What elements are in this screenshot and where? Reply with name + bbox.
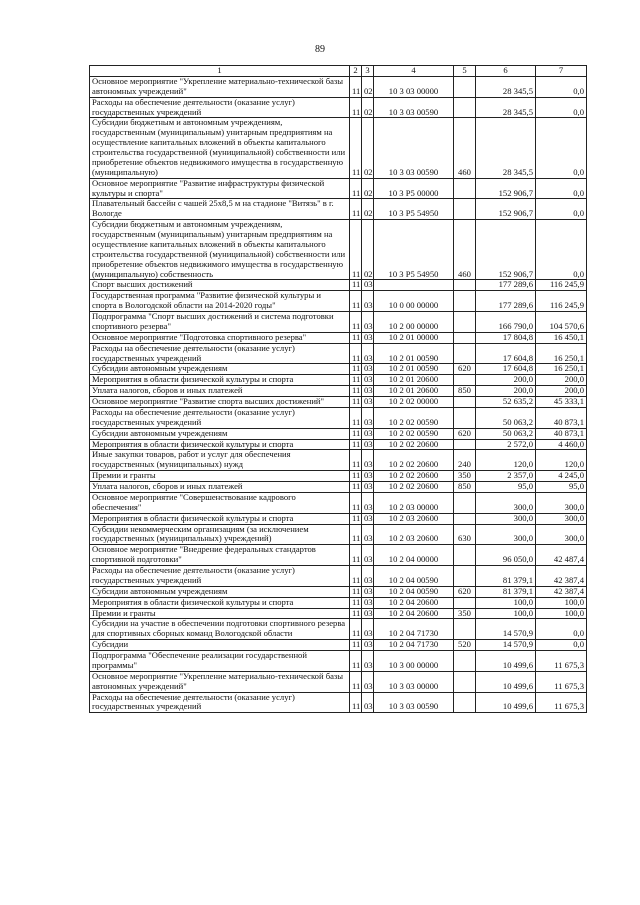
item-name-cell: Основное мероприятие "Укрепление материально-технической базы автономных учреждений" — [90, 76, 350, 97]
expense-type-cell — [454, 619, 476, 640]
amount-year2-cell: 4 245,0 — [536, 471, 587, 482]
section-code-cell: 11 — [350, 692, 362, 713]
target-article-cell: 10 2 03 20600 — [374, 513, 454, 524]
amount-year1-cell: 17 604,8 — [476, 343, 536, 364]
target-article-cell: 10 2 04 71730 — [374, 619, 454, 640]
section-code-cell: 11 — [350, 220, 362, 280]
subsection-code-cell: 03 — [362, 482, 374, 493]
expense-type-cell — [454, 332, 476, 343]
column-header: 6 — [476, 66, 536, 77]
expense-type-cell — [454, 671, 476, 692]
subsection-code-cell: 03 — [362, 375, 374, 386]
expense-type-cell: 460 — [454, 118, 476, 178]
section-code-cell: 11 — [350, 608, 362, 619]
item-name-cell: Иные закупки товаров, работ и услуг для обеспечения государственных (муниципальных) нужд — [90, 450, 350, 471]
amount-year1-cell: 96 050,0 — [476, 545, 536, 566]
target-article-cell: 10 3 03 00590 — [374, 692, 454, 713]
item-name-cell: Субсидии бюджетным и автономным учреждениям, государственным (муниципальным) унитарным предприятиям на осуществление капитальных вложений в объекты капитального строительства государственной (муниципальной) собственности или приобретение объектов недвижимого имущества в государственную (муниципальную) собственность — [90, 220, 350, 280]
target-article-cell: 10 3 P5 54950 — [374, 199, 454, 220]
table-row — [90, 364, 587, 375]
item-name-cell: Мероприятия в области физической культуры и спорта — [90, 375, 350, 386]
amount-year2-cell: 0,0 — [536, 97, 587, 118]
item-name-cell: Уплата налогов, сборов и иных платежей — [90, 482, 350, 493]
target-article-cell: 10 2 02 00000 — [374, 397, 454, 408]
section-code-cell: 11 — [350, 513, 362, 524]
column-header: 1 — [90, 66, 350, 77]
amount-year1-cell: 152 906,7 — [476, 199, 536, 220]
section-code-cell: 11 — [350, 586, 362, 597]
item-name-cell: Основное мероприятие "Развитие спорта высших достижений" — [90, 397, 350, 408]
section-code-cell: 11 — [350, 566, 362, 587]
expense-type-cell: 520 — [454, 640, 476, 651]
amount-year2-cell: 11 675,3 — [536, 671, 587, 692]
item-name-cell: Субсидии на участие в обеспечении подготовки спортивного резерва для спортивных сборных команд Вологодской области — [90, 619, 350, 640]
amount-year2-cell: 42 387,4 — [536, 586, 587, 597]
subsection-code-cell: 03 — [362, 586, 374, 597]
item-name-cell: Уплата налогов, сборов и иных платежей — [90, 386, 350, 397]
section-code-cell: 11 — [350, 482, 362, 493]
column-header: 5 — [454, 66, 476, 77]
expense-type-cell: 850 — [454, 482, 476, 493]
subsection-code-cell: 03 — [362, 513, 374, 524]
amount-year1-cell: 2 572,0 — [476, 439, 536, 450]
amount-year2-cell: 200,0 — [536, 386, 587, 397]
item-name-cell: Спорт высших достижений — [90, 280, 350, 291]
amount-year1-cell: 300,0 — [476, 524, 536, 545]
expense-type-cell — [454, 291, 476, 312]
subsection-code-cell: 02 — [362, 178, 374, 199]
expense-type-cell — [454, 199, 476, 220]
target-article-cell: 10 3 P5 00000 — [374, 178, 454, 199]
item-name-cell: Субсидии бюджетным и автономным учреждениям, государственным (муниципальным) унитарным предприятиям на осуществление капитальных вложений в объекты капитального строительства государственной (муниципальной) собственности или приобретение объектов недвижимого имущества в государственную (муниципальную) — [90, 118, 350, 178]
expense-type-cell: 620 — [454, 428, 476, 439]
target-article-cell: 10 2 04 20600 — [374, 608, 454, 619]
expense-type-cell — [454, 566, 476, 587]
item-name-cell: Субсидии автономным учреждениям — [90, 428, 350, 439]
subsection-code-cell: 03 — [362, 407, 374, 428]
section-code-cell: 11 — [350, 364, 362, 375]
target-article-cell: 10 2 01 00590 — [374, 343, 454, 364]
section-code-cell: 11 — [350, 291, 362, 312]
table-row — [90, 220, 587, 280]
amount-year1-cell: 166 790,0 — [476, 312, 536, 333]
table-row — [90, 97, 587, 118]
amount-year1-cell: 52 635,2 — [476, 397, 536, 408]
target-article-cell: 10 2 02 20600 — [374, 439, 454, 450]
target-article-cell: 10 3 03 00000 — [374, 671, 454, 692]
target-article-cell: 10 3 00 00000 — [374, 651, 454, 672]
amount-year2-cell: 0,0 — [536, 220, 587, 280]
subsection-code-cell: 03 — [362, 280, 374, 291]
column-header: 7 — [536, 66, 587, 77]
item-name-cell: Основное мероприятие "Внедрение федеральных стандартов спортивной подготовки" — [90, 545, 350, 566]
subsection-code-cell: 03 — [362, 692, 374, 713]
column-header: 4 — [374, 66, 454, 77]
section-code-cell: 11 — [350, 671, 362, 692]
section-code-cell: 11 — [350, 375, 362, 386]
table-row — [90, 524, 587, 545]
section-code-cell: 11 — [350, 597, 362, 608]
target-article-cell: 10 2 02 20600 — [374, 450, 454, 471]
amount-year2-cell: 40 873,1 — [536, 407, 587, 428]
item-name-cell: Плавательный бассейн с чашей 25х8,5 м на стадионе "Витязь" в г. Вологде — [90, 199, 350, 220]
amount-year1-cell: 50 063,2 — [476, 428, 536, 439]
expense-type-cell — [454, 280, 476, 291]
item-name-cell: Мероприятия в области физической культуры и спорта — [90, 597, 350, 608]
amount-year1-cell: 120,0 — [476, 450, 536, 471]
table-row — [90, 312, 587, 333]
amount-year1-cell: 14 570,9 — [476, 640, 536, 651]
item-name-cell: Расходы на обеспечение деятельности (оказание услуг) государственных учреждений — [90, 407, 350, 428]
table-row — [90, 586, 587, 597]
amount-year1-cell: 10 499,6 — [476, 671, 536, 692]
table-row — [90, 640, 587, 651]
subsection-code-cell: 03 — [362, 439, 374, 450]
section-code-cell: 11 — [350, 407, 362, 428]
expense-type-cell — [454, 492, 476, 513]
expense-type-cell — [454, 375, 476, 386]
section-code-cell: 11 — [350, 619, 362, 640]
amount-year2-cell: 0,0 — [536, 118, 587, 178]
section-code-cell: 11 — [350, 386, 362, 397]
subsection-code-cell: 03 — [362, 608, 374, 619]
table-row — [90, 118, 587, 178]
amount-year1-cell: 28 345,5 — [476, 118, 536, 178]
target-article-cell: 10 2 00 00000 — [374, 312, 454, 333]
expense-type-cell: 350 — [454, 471, 476, 482]
section-code-cell: 11 — [350, 118, 362, 178]
expense-type-cell — [454, 312, 476, 333]
table-row — [90, 439, 587, 450]
table-row — [90, 199, 587, 220]
amount-year2-cell: 120,0 — [536, 450, 587, 471]
subsection-code-cell: 02 — [362, 199, 374, 220]
subsection-code-cell: 03 — [362, 343, 374, 364]
section-code-cell: 11 — [350, 332, 362, 343]
target-article-cell: 10 2 01 20600 — [374, 375, 454, 386]
table-row — [90, 428, 587, 439]
amount-year2-cell: 104 570,6 — [536, 312, 587, 333]
table-row — [90, 291, 587, 312]
section-code-cell: 11 — [350, 450, 362, 471]
table-row — [90, 332, 587, 343]
section-code-cell: 11 — [350, 199, 362, 220]
target-article-cell: 10 2 01 00000 — [374, 332, 454, 343]
section-code-cell: 11 — [350, 428, 362, 439]
amount-year1-cell: 28 345,5 — [476, 97, 536, 118]
amount-year2-cell: 116 245,9 — [536, 291, 587, 312]
target-article-cell: 10 3 03 00000 — [374, 76, 454, 97]
subsection-code-cell: 03 — [362, 471, 374, 482]
expense-type-cell — [454, 407, 476, 428]
target-article-cell: 10 3 03 00590 — [374, 118, 454, 178]
table-row — [90, 471, 587, 482]
expense-type-cell — [454, 97, 476, 118]
amount-year2-cell: 16 250,1 — [536, 364, 587, 375]
target-article-cell — [374, 280, 454, 291]
table-row — [90, 566, 587, 587]
amount-year1-cell: 200,0 — [476, 375, 536, 386]
expense-type-cell — [454, 76, 476, 97]
table-row — [90, 608, 587, 619]
subsection-code-cell: 03 — [362, 291, 374, 312]
amount-year2-cell: 16 450,1 — [536, 332, 587, 343]
item-name-cell: Мероприятия в области физической культуры и спорта — [90, 439, 350, 450]
amount-year2-cell: 300,0 — [536, 524, 587, 545]
subsection-code-cell: 03 — [362, 597, 374, 608]
subsection-code-cell: 02 — [362, 220, 374, 280]
section-code-cell: 11 — [350, 651, 362, 672]
expense-type-cell — [454, 343, 476, 364]
expense-type-cell: 240 — [454, 450, 476, 471]
amount-year2-cell: 0,0 — [536, 619, 587, 640]
target-article-cell: 10 3 P5 54950 — [374, 220, 454, 280]
amount-year1-cell: 17 604,8 — [476, 364, 536, 375]
item-name-cell: Основное мероприятие "Укрепление материально-технической базы автономных учреждений" — [90, 671, 350, 692]
item-name-cell: Основное мероприятие "Совершенствование кадрового обеспечения" — [90, 492, 350, 513]
subsection-code-cell: 03 — [362, 332, 374, 343]
item-name-cell: Субсидии автономным учреждениям — [90, 586, 350, 597]
header-row — [90, 66, 587, 77]
item-name-cell: Премии и гранты — [90, 471, 350, 482]
section-code-cell: 11 — [350, 640, 362, 651]
subsection-code-cell: 03 — [362, 386, 374, 397]
item-name-cell: Подпрограмма "Обеспечение реализации государственной программы" — [90, 651, 350, 672]
subsection-code-cell: 02 — [362, 118, 374, 178]
target-article-cell: 10 2 02 20600 — [374, 482, 454, 493]
target-article-cell: 10 2 04 20600 — [374, 597, 454, 608]
subsection-code-cell: 03 — [362, 671, 374, 692]
subsection-code-cell: 03 — [362, 640, 374, 651]
table-row — [90, 651, 587, 672]
amount-year2-cell: 100,0 — [536, 608, 587, 619]
budget-table — [89, 65, 587, 713]
section-code-cell: 11 — [350, 280, 362, 291]
expense-type-cell — [454, 178, 476, 199]
item-name-cell: Расходы на обеспечение деятельности (оказание услуг) государственных учреждений — [90, 343, 350, 364]
table-row — [90, 692, 587, 713]
amount-year1-cell: 10 499,6 — [476, 692, 536, 713]
subsection-code-cell: 03 — [362, 619, 374, 640]
subsection-code-cell: 03 — [362, 364, 374, 375]
target-article-cell: 10 2 02 20600 — [374, 471, 454, 482]
table-row — [90, 343, 587, 364]
expense-type-cell: 460 — [454, 220, 476, 280]
amount-year1-cell: 152 906,7 — [476, 220, 536, 280]
expense-type-cell: 620 — [454, 364, 476, 375]
section-code-cell: 11 — [350, 97, 362, 118]
amount-year2-cell: 16 250,1 — [536, 343, 587, 364]
subsection-code-cell: 02 — [362, 97, 374, 118]
amount-year2-cell: 300,0 — [536, 513, 587, 524]
amount-year1-cell: 81 379,1 — [476, 566, 536, 587]
expense-type-cell — [454, 651, 476, 672]
amount-year2-cell: 4 460,0 — [536, 439, 587, 450]
subsection-code-cell: 03 — [362, 566, 374, 587]
amount-year2-cell: 100,0 — [536, 597, 587, 608]
amount-year2-cell: 0,0 — [536, 199, 587, 220]
section-code-cell: 11 — [350, 76, 362, 97]
expense-type-cell — [454, 597, 476, 608]
item-name-cell: Подпрограмма "Спорт высших достижений и система подготовки спортивного резерва" — [90, 312, 350, 333]
table-row — [90, 375, 587, 386]
column-header: 2 — [350, 66, 362, 77]
table-row — [90, 280, 587, 291]
table-body — [90, 66, 587, 713]
expense-type-cell — [454, 397, 476, 408]
target-article-cell: 10 2 04 71730 — [374, 640, 454, 651]
subsection-code-cell: 03 — [362, 397, 374, 408]
amount-year1-cell: 17 804,8 — [476, 332, 536, 343]
table-row — [90, 178, 587, 199]
amount-year2-cell: 11 675,3 — [536, 692, 587, 713]
table-row — [90, 482, 587, 493]
table-row — [90, 397, 587, 408]
section-code-cell: 11 — [350, 524, 362, 545]
amount-year2-cell: 200,0 — [536, 375, 587, 386]
amount-year2-cell: 42 487,4 — [536, 545, 587, 566]
amount-year2-cell: 116 245,9 — [536, 280, 587, 291]
item-name-cell: Государственная программа "Развитие физической культуры и спорта в Вологодской области на 2014-2020 годы" — [90, 291, 350, 312]
amount-year1-cell: 152 906,7 — [476, 178, 536, 199]
item-name-cell: Расходы на обеспечение деятельности (оказание услуг) государственных учреждений — [90, 692, 350, 713]
amount-year1-cell: 81 379,1 — [476, 586, 536, 597]
expense-type-cell: 350 — [454, 608, 476, 619]
expense-type-cell — [454, 692, 476, 713]
subsection-code-cell: 03 — [362, 651, 374, 672]
target-article-cell: 10 2 04 00590 — [374, 586, 454, 597]
target-article-cell: 10 2 03 00000 — [374, 492, 454, 513]
table-row — [90, 492, 587, 513]
target-article-cell: 10 2 02 00590 — [374, 407, 454, 428]
section-code-cell: 11 — [350, 178, 362, 199]
amount-year1-cell: 300,0 — [476, 513, 536, 524]
amount-year2-cell: 11 675,3 — [536, 651, 587, 672]
section-code-cell: 11 — [350, 545, 362, 566]
table-row — [90, 407, 587, 428]
amount-year1-cell: 2 357,0 — [476, 471, 536, 482]
item-name-cell: Расходы на обеспечение деятельности (оказание услуг) государственных учреждений — [90, 97, 350, 118]
item-name-cell: Субсидии автономным учреждениям — [90, 364, 350, 375]
target-article-cell: 10 2 01 00590 — [374, 364, 454, 375]
target-article-cell: 10 0 00 00000 — [374, 291, 454, 312]
section-code-cell: 11 — [350, 492, 362, 513]
section-code-cell: 11 — [350, 312, 362, 333]
amount-year1-cell: 95,0 — [476, 482, 536, 493]
subsection-code-cell: 03 — [362, 524, 374, 545]
amount-year2-cell: 300,0 — [536, 492, 587, 513]
amount-year1-cell: 300,0 — [476, 492, 536, 513]
table-row — [90, 386, 587, 397]
amount-year1-cell: 10 499,6 — [476, 651, 536, 672]
section-code-cell: 11 — [350, 397, 362, 408]
table-row — [90, 671, 587, 692]
expense-type-cell: 630 — [454, 524, 476, 545]
amount-year2-cell: 0,0 — [536, 178, 587, 199]
expense-type-cell — [454, 439, 476, 450]
item-name-cell: Основное мероприятие "Подготовка спортивного резерва" — [90, 332, 350, 343]
amount-year1-cell: 100,0 — [476, 608, 536, 619]
target-article-cell: 10 2 02 00590 — [374, 428, 454, 439]
item-name-cell: Основное мероприятие "Развитие инфраструктуры физической культуры и спорта" — [90, 178, 350, 199]
subsection-code-cell: 02 — [362, 76, 374, 97]
item-name-cell: Премии и гранты — [90, 608, 350, 619]
amount-year1-cell: 177 289,6 — [476, 280, 536, 291]
target-article-cell: 10 2 01 20600 — [374, 386, 454, 397]
column-header: 3 — [362, 66, 374, 77]
item-name-cell: Мероприятия в области физической культуры и спорта — [90, 513, 350, 524]
section-code-cell: 11 — [350, 439, 362, 450]
amount-year2-cell: 0,0 — [536, 76, 587, 97]
target-article-cell: 10 3 03 00590 — [374, 97, 454, 118]
target-article-cell: 10 2 04 00590 — [374, 566, 454, 587]
amount-year1-cell: 28 345,5 — [476, 76, 536, 97]
amount-year2-cell: 0,0 — [536, 640, 587, 651]
expense-type-cell: 620 — [454, 586, 476, 597]
amount-year2-cell: 40 873,1 — [536, 428, 587, 439]
expense-type-cell — [454, 545, 476, 566]
table-row — [90, 76, 587, 97]
table-row — [90, 513, 587, 524]
amount-year1-cell: 200,0 — [476, 386, 536, 397]
table-row — [90, 450, 587, 471]
subsection-code-cell: 03 — [362, 312, 374, 333]
subsection-code-cell: 03 — [362, 450, 374, 471]
amount-year2-cell: 95,0 — [536, 482, 587, 493]
amount-year1-cell: 14 570,9 — [476, 619, 536, 640]
item-name-cell: Субсидии — [90, 640, 350, 651]
amount-year2-cell: 45 333,1 — [536, 397, 587, 408]
item-name-cell: Расходы на обеспечение деятельности (оказание услуг) государственных учреждений — [90, 566, 350, 587]
page-number: 89 — [315, 44, 325, 55]
section-code-cell: 11 — [350, 343, 362, 364]
expense-type-cell: 850 — [454, 386, 476, 397]
amount-year2-cell: 42 387,4 — [536, 566, 587, 587]
item-name-cell: Субсидии некоммерческим организациям (за исключением государственных (муниципальных) учреждений) — [90, 524, 350, 545]
section-code-cell: 11 — [350, 471, 362, 482]
subsection-code-cell: 03 — [362, 545, 374, 566]
target-article-cell: 10 2 04 00000 — [374, 545, 454, 566]
table-row — [90, 545, 587, 566]
amount-year1-cell: 100,0 — [476, 597, 536, 608]
subsection-code-cell: 03 — [362, 428, 374, 439]
amount-year1-cell: 50 063,2 — [476, 407, 536, 428]
subsection-code-cell: 03 — [362, 492, 374, 513]
target-article-cell: 10 2 03 20600 — [374, 524, 454, 545]
table-row — [90, 597, 587, 608]
table-row — [90, 619, 587, 640]
amount-year1-cell: 177 289,6 — [476, 291, 536, 312]
expense-type-cell — [454, 513, 476, 524]
